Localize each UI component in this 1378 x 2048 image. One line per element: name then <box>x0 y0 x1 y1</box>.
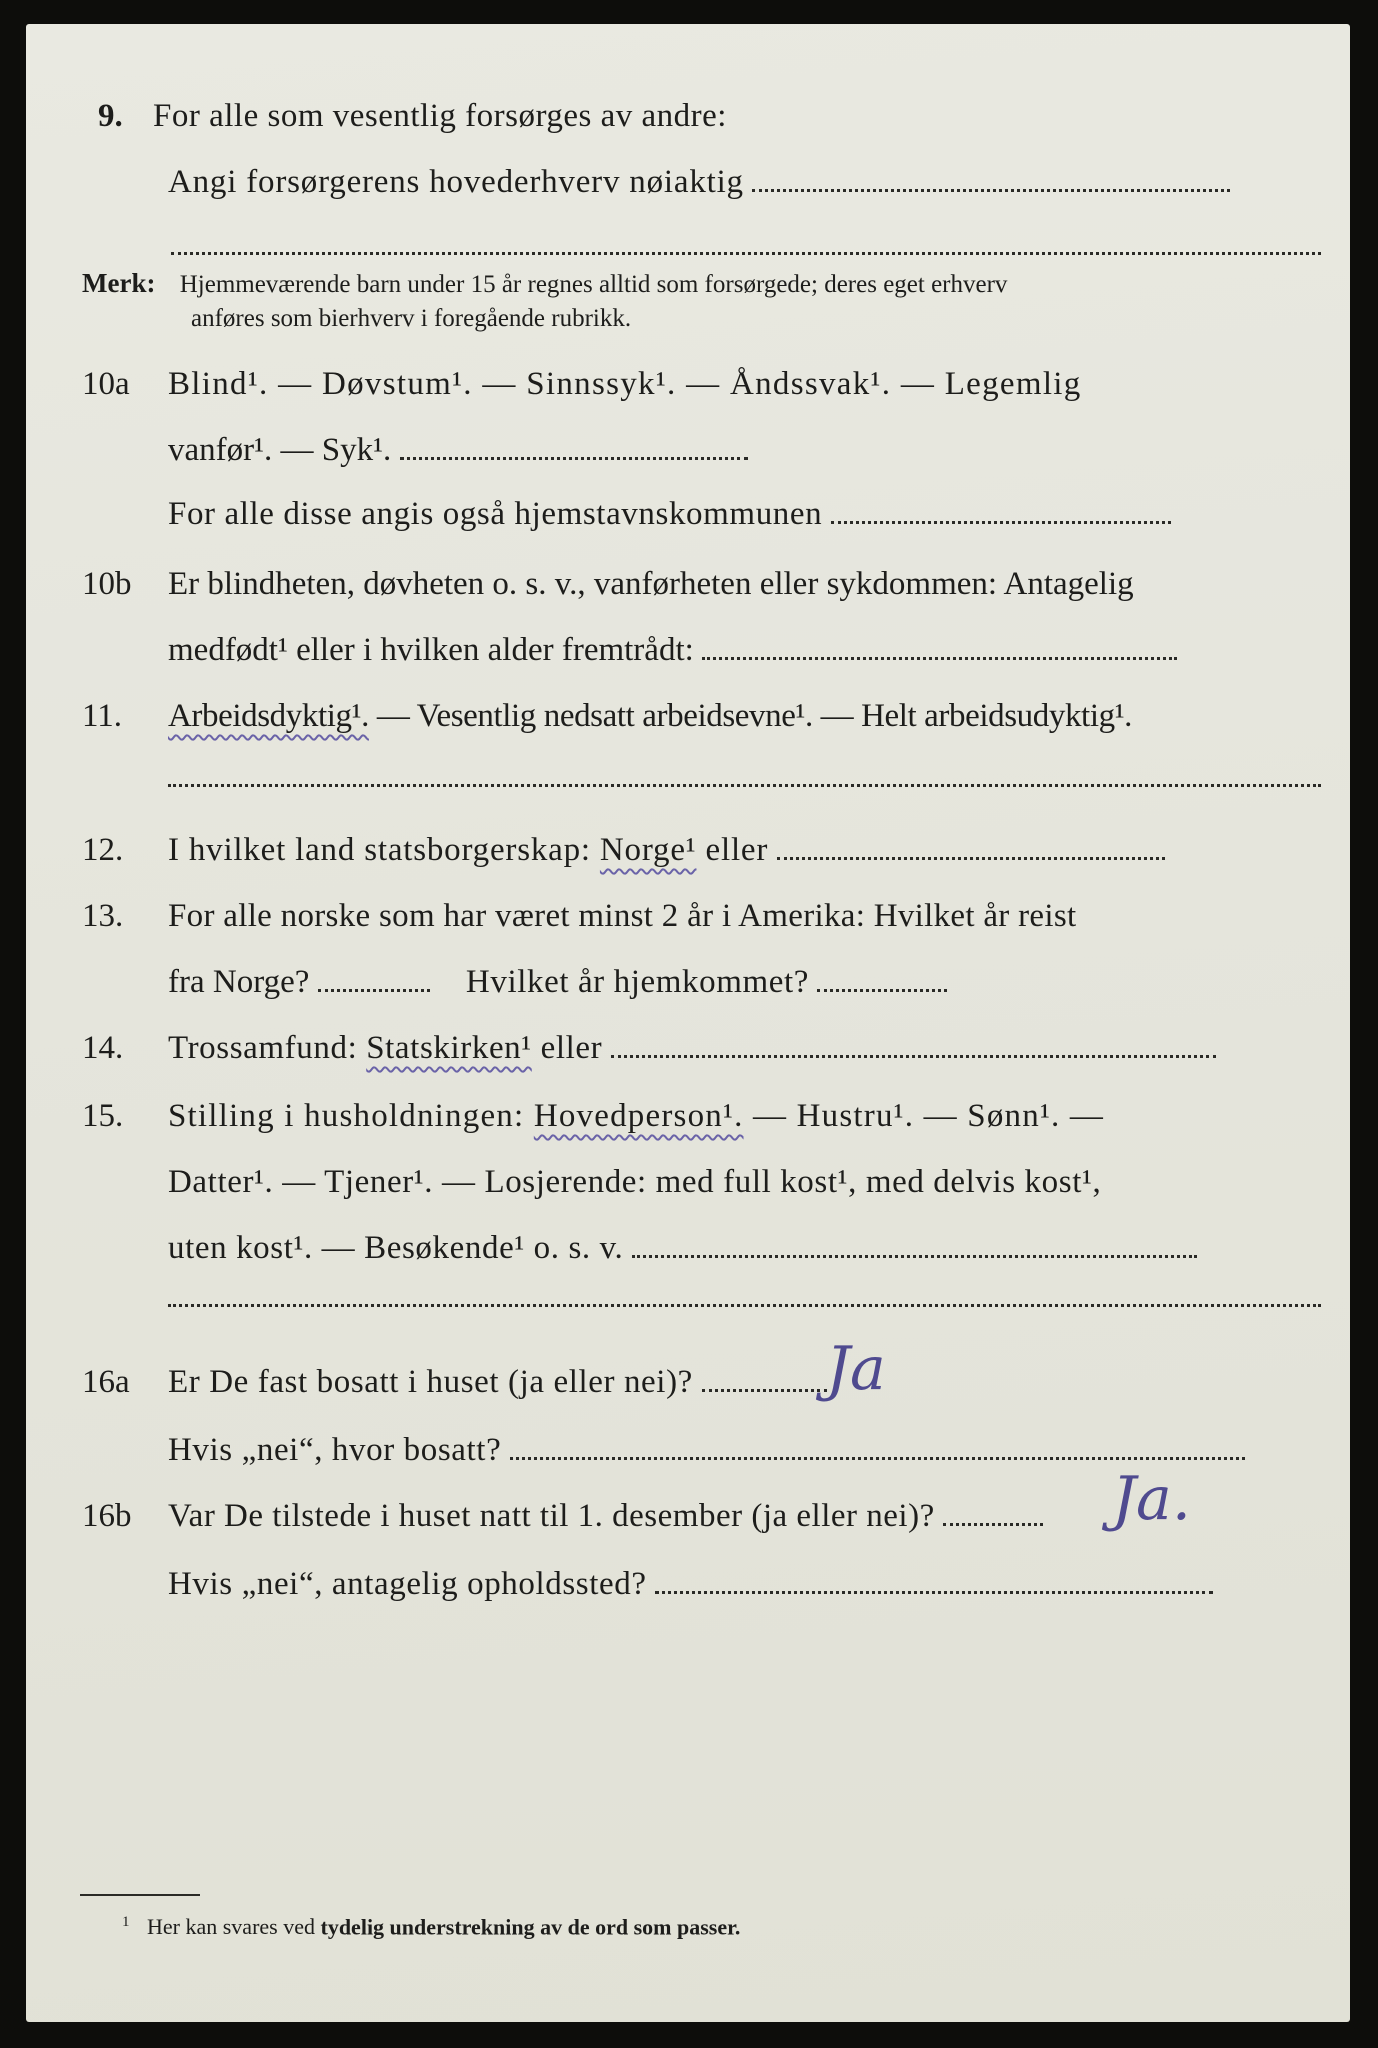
q12-number <box>82 830 123 870</box>
q12-post: eller <box>696 832 769 868</box>
q12-answer-line[interactable] <box>777 857 1165 860</box>
q13-text-2b: Hvilket år hjemkommet? <box>465 964 810 1000</box>
q10a-hometown-line[interactable] <box>831 521 1171 524</box>
q10a-line3 <box>168 494 1171 534</box>
q16b-answer-line[interactable] <box>943 1523 1043 1526</box>
q9-line1 <box>98 96 727 136</box>
q11-num: 11. <box>82 698 123 734</box>
q10b-number <box>82 564 132 604</box>
q9-line2 <box>168 162 1230 202</box>
q16b-text-1: Var De tilstede i huset natt til 1. desember (ja eller nei)? <box>168 1498 935 1534</box>
q14-option-statskirken[interactable]: Statskirken¹ <box>366 1030 532 1066</box>
q13-year-returned-line[interactable] <box>817 989 947 992</box>
q15-text-3: uten kost¹. — Besøkende¹ o. s. v. <box>168 1230 624 1266</box>
q14-num: 14. <box>82 1030 124 1066</box>
q13-year-left-line[interactable] <box>318 989 430 992</box>
q14-number <box>82 1028 123 1068</box>
q15-line2 <box>168 1162 1101 1202</box>
q16a-line2 <box>168 1430 1245 1470</box>
q16b-text-2: Hvis „nei“, antagelig opholdssted? <box>168 1566 647 1602</box>
footnote-text-bold: tydelig understrekning av de ord som passer. <box>320 1914 741 1940</box>
q11-number <box>82 696 122 736</box>
merk-note-2 <box>191 302 631 336</box>
q15-answer-line[interactable] <box>632 1255 1197 1258</box>
q16b-line2 <box>168 1564 1213 1604</box>
q16a-handwritten-answer: Ja <box>826 1334 886 1404</box>
footnote-divider <box>80 1894 200 1896</box>
q13-line2 <box>168 962 947 1002</box>
q10b-text-1: Er blindheten, døvheten o. s. v., vanførheten eller sykdommen: Antagelig <box>168 566 1134 602</box>
q16a-num: 16a <box>82 1364 130 1400</box>
q15-text-2: Datter¹. — Tjener¹. — Losjerende: med full kost¹, med delvis kost¹, <box>168 1164 1102 1200</box>
q15-line1 <box>168 1096 1104 1136</box>
q10b-line2 <box>168 630 1177 670</box>
q10a-number <box>82 364 130 404</box>
q15-post: — Hustru¹. — Sønn¹. — <box>743 1098 1105 1134</box>
merk-label: Merk: <box>82 268 156 298</box>
q13-num: 13. <box>82 898 124 934</box>
footnote <box>122 1914 740 1940</box>
q13-text-1: For alle norske som har været minst 2 år i Amerika: Hvilket år reist <box>168 898 1077 934</box>
q12-num: 12. <box>82 832 124 868</box>
q11-line1 <box>168 696 1132 736</box>
q10a-line2 <box>168 430 748 470</box>
q14-text: Trossamfund: <box>168 1030 367 1066</box>
footnote-text: Her kan svares ved <box>147 1914 315 1940</box>
merk-text-2: anføres som bierhverv i foregående rubrikk. <box>191 305 632 332</box>
q16a-number <box>82 1362 130 1402</box>
footnote-mark: 1 <box>122 1914 130 1930</box>
q9-text-2: Angi forsørgerens hovederhverv nøiaktig <box>168 164 744 200</box>
q13-number <box>82 896 123 936</box>
q16a-residence-line[interactable] <box>510 1457 1245 1460</box>
q16a-text-2: Hvis „nei“, hvor bosatt? <box>168 1432 502 1468</box>
q9-answer-line[interactable] <box>752 189 1230 192</box>
q10b-num: 10b <box>82 566 132 602</box>
q9-text: For alle som vesentlig forsørges av andre: <box>153 98 727 134</box>
q10a-text-3: For alle disse angis også hjemstavnskommunen <box>168 496 823 532</box>
q16b-whereabouts-line[interactable] <box>655 1591 1213 1594</box>
q15-line3 <box>168 1228 1197 1268</box>
q10a-answer-line[interactable] <box>400 457 748 460</box>
q15-option-hovedperson[interactable]: Hovedperson¹. <box>533 1098 744 1134</box>
q11-answer-line[interactable] <box>168 784 1321 787</box>
q10a-line1 <box>168 364 1082 404</box>
q15-number <box>82 1096 123 1136</box>
q10b-line1 <box>168 564 1134 604</box>
q13-line1 <box>168 896 1076 936</box>
q11-option-arbeidsdyktig[interactable]: Arbeidsdyktig¹. <box>168 698 369 734</box>
q12-line1 <box>168 830 1165 870</box>
q16b-num: 16b <box>82 1498 132 1534</box>
q13-text-2a: fra Norge? <box>168 964 310 1000</box>
q10a-num: 10a <box>82 366 130 402</box>
q10a-text-2: vanfør¹. — Syk¹. <box>168 432 392 468</box>
q16a-text-1: Er De fast bosatt i huset (ja eller nei)? <box>168 1364 693 1400</box>
q14-line1 <box>168 1028 1216 1068</box>
q11-rest: — Vesentlig nedsatt arbeidsevne¹. — Helt arbeidsudyktig¹. <box>368 698 1133 734</box>
q9-answer-line-2[interactable] <box>171 252 1321 255</box>
q15-num: 15. <box>82 1098 124 1134</box>
census-form-page <box>26 24 1350 2022</box>
q16b-handwritten-answer: Ja. <box>1112 1464 1191 1534</box>
merk-text-1: Hjemmeværende barn under 15 år regnes alltid som forsørgede; deres eget erhverv <box>179 271 1008 298</box>
q10b-text-2: medfødt¹ eller i hvilken alder fremtrådt: <box>168 632 694 668</box>
q10b-answer-line[interactable] <box>702 657 1177 660</box>
merk-note <box>82 266 1007 302</box>
q16a-line1 <box>168 1362 827 1402</box>
q16b-number <box>82 1496 132 1536</box>
q15-text: Stilling i husholdningen: <box>168 1098 534 1134</box>
q9-number: 9. <box>98 98 123 134</box>
q14-post: eller <box>531 1030 603 1066</box>
q12-option-norge[interactable]: Norge¹ <box>599 832 697 868</box>
q14-answer-line[interactable] <box>611 1055 1216 1058</box>
q12-text: I hvilket land statsborgerskap: <box>168 832 600 868</box>
q16b-line1 <box>168 1496 1043 1536</box>
q15-answer-line-2[interactable] <box>168 1304 1321 1307</box>
q16a-answer-line[interactable] <box>702 1389 827 1392</box>
q10a-text-1: Blind¹. — Døvstum¹. — Sinnssyk¹. — Åndssvak¹. — Legemlig <box>168 366 1082 402</box>
